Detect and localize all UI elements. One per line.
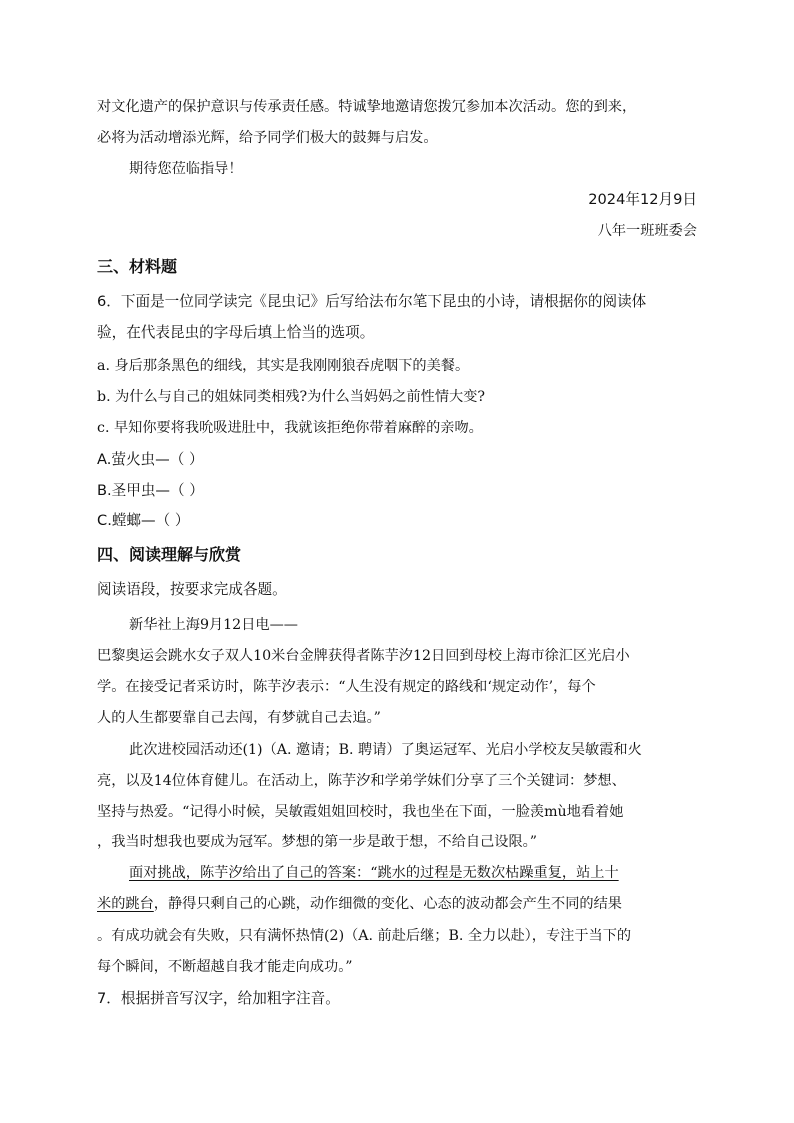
letter-signature: 八年一班班委会 — [597, 223, 697, 239]
letter-closing: 期待您莅临指导！ — [129, 161, 243, 177]
section-heading-materials: 三、材料题 — [97, 257, 178, 276]
question-6-line-2: 验，在代表昆虫的字母后填上恰当的选项。 — [97, 324, 375, 341]
paragraph-2-line-1: 此次进校园活动还(1)（A. 邀请；B. 聘请）了奥运冠军、光启小学校友吴敏霞和火 — [129, 742, 642, 758]
section-heading-reading: 四、阅读理解与欣赏 — [97, 545, 242, 564]
paragraph-1-line-1: 巴黎奥运会跳水女子双人10米台金牌获得者陈芋汐12日回到母校上海市徐汇区光启小 — [97, 648, 630, 664]
paragraph-2-line-4: ，我当时想我也要成为冠军。梦想的第一步是敢于想，不给自己设限。” — [97, 834, 537, 850]
answer-blank-scarab: B.圣甲虫—（ ） — [97, 482, 204, 499]
option-a: a. 身后那条黑色的细线，其实是我刚刚狼吞虎咽下的美餐。 — [97, 358, 470, 374]
paragraph-1-line-2: 学。在接受记者采访时，陈芋汐表示：“人生没有规定的路线和‘规定动作’，每个 — [97, 679, 596, 695]
paragraph-3-line-2 — [97, 894, 622, 914]
paragraph-3-line-2-rest: ，静得只剩自己的心跳，动作细微的变化、心态的波动都会产生不同的结果 — [153, 896, 622, 912]
reading-instructions: 阅读语段，按要求完成各题。 — [97, 581, 287, 598]
underlined-phrase: 米的跳台 — [97, 896, 154, 912]
option-b: b. 为什么与自己的姐妹同类相残?为什么当妈妈之前性情大变? — [97, 389, 486, 405]
answer-blank-mantis: C.螳螂—（ ） — [97, 512, 190, 529]
paragraph-2-line-2: 亮，以及14位体育健儿。在活动上，陈芋汐和学弟学妹们分享了三个关键词：梦想、 — [97, 773, 626, 789]
letter-line-1: 对文化遗产的保护意识与传承责任感。特诚挚地邀请您拨冗参加本次活动。您的到来， — [97, 99, 637, 115]
letter-line-2: 必将为活动增添光辉，给予同学们极大的鼓舞与启发。 — [97, 130, 438, 146]
answer-blank-firefly: A.萤火虫—（ ） — [97, 451, 204, 468]
letter-date: 2024年12月9日 — [588, 191, 697, 208]
question-7: 7．根据拼音写汉字，给加粗字注音。 — [97, 990, 340, 1007]
paragraph-2-line-3: 坚持与热爱。“记得小时候，吴敏霞姐姐回校时，我也坐在下面，一脸羡mù地看着她 — [97, 804, 624, 820]
paragraph-3-line-4: 每个瞬间，不断超越自我才能走向成功。” — [97, 959, 353, 975]
paragraph-1-line-3: 人的人生都要靠自己去闯，有梦就自己去追。” — [97, 710, 381, 726]
news-dateline: 新华社上海9月12日电—— — [129, 617, 298, 633]
question-6-line-1: 6．下面是一位同学读完《昆虫记》后写给法布尔笔下昆虫的小诗，请根据你的阅读体 — [97, 293, 647, 310]
paragraph-3-line-3: 。有成功就会有失败，只有满怀热情(2)（A. 前赴后继；B. 全力以赴），专注于当下的 — [97, 928, 632, 944]
paragraph-3-line-1: 面对挑战，陈芋汐给出了自己的答案：“跳水的过程是无数次枯躁重复，站上十 — [129, 865, 619, 881]
option-c: c. 早知你要将我吮吸进肚中，我就该拒绝你带着麻醉的亲吻。 — [97, 420, 483, 436]
